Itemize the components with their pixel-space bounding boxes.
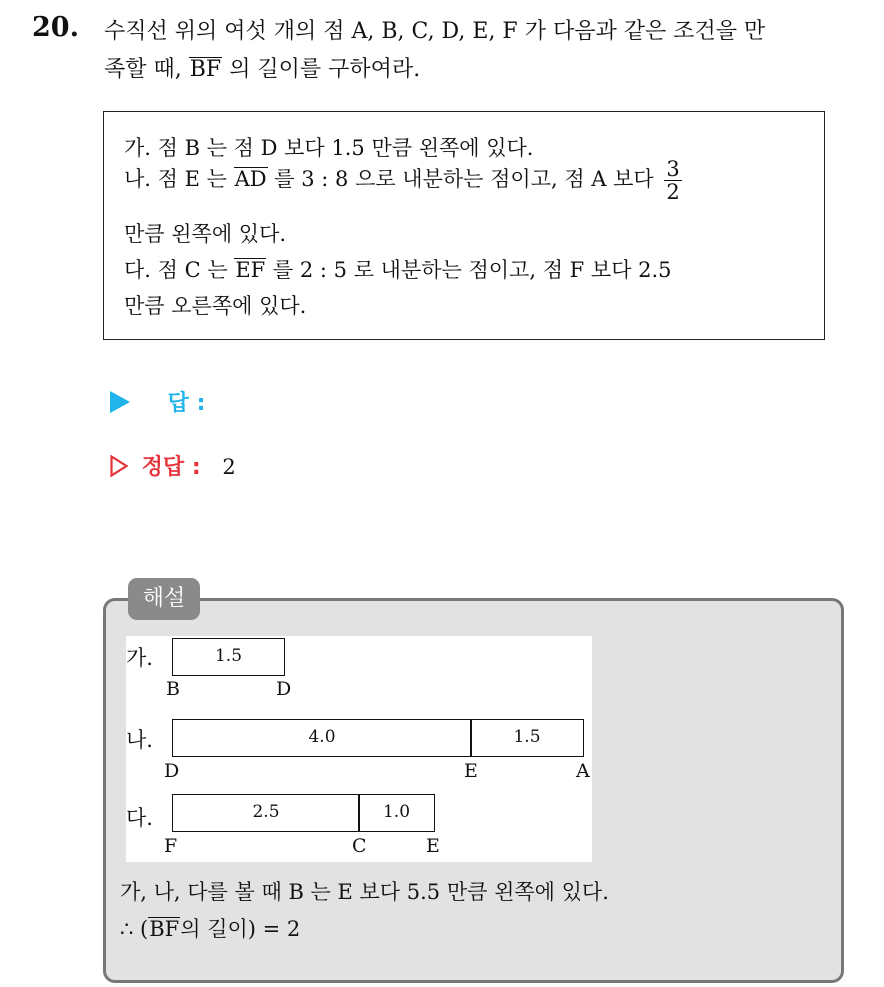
condition-da bbox=[124, 254, 672, 284]
condition-na-line-2: 만큼 왼쪽에 있다. bbox=[124, 222, 287, 246]
row-da-segment-fc: 2.5 bbox=[172, 794, 360, 832]
condition-ga: 가. 점 B 는 점 D 보다 1.5 만큼 왼쪽에 있다. bbox=[124, 136, 534, 160]
condition-na bbox=[124, 158, 682, 203]
answer-row bbox=[110, 386, 205, 417]
fraction-numerator: 3 bbox=[666, 157, 680, 181]
fraction-three-halves bbox=[664, 158, 681, 203]
explanation-final-pre: ∴ ( bbox=[120, 917, 149, 941]
row-na-point-e: E bbox=[464, 760, 478, 782]
fraction-denominator: 2 bbox=[666, 180, 680, 205]
condition-na-post: 를 3 : 8 으로 내분하는 점이고, 점 A 보다 bbox=[274, 167, 654, 192]
question-line-2-pre: 족할 때, bbox=[104, 57, 182, 82]
correct-answer-row bbox=[110, 450, 236, 481]
row-na-segment-ea: 1.5 bbox=[470, 719, 584, 757]
explanation-conclusion: 가, 나, 다를 볼 때 B 는 E 보다 5.5 만큼 왼쪽에 있다. bbox=[120, 880, 609, 904]
correct-answer-label: 정답 : bbox=[141, 455, 201, 480]
conditions-box bbox=[103, 111, 825, 340]
segment-bf: BF bbox=[189, 57, 222, 82]
row-da-segment-ce: 1.0 bbox=[358, 794, 435, 832]
row-ga-point-b: B bbox=[166, 678, 180, 700]
row-ga-label: 가. bbox=[126, 646, 153, 670]
segment-ef: EF bbox=[235, 258, 266, 282]
row-na-segment-de: 4.0 bbox=[172, 719, 472, 757]
row-na-point-d: D bbox=[164, 760, 180, 782]
answer-label: 답 : bbox=[167, 391, 206, 416]
row-ga-point-d: D bbox=[276, 678, 292, 700]
row-na-label: 나. bbox=[126, 728, 153, 752]
segment-bf-final: BF bbox=[149, 917, 180, 941]
question-number: 20. bbox=[32, 12, 79, 43]
correct-answer-value: 2 bbox=[222, 455, 236, 479]
row-da-point-f: F bbox=[164, 835, 178, 857]
explanation-final-post: 의 길이) = 2 bbox=[180, 917, 301, 941]
outline-triangle-icon bbox=[110, 455, 128, 477]
explanation-tag: 해설 bbox=[128, 578, 200, 620]
question-line-1: 수직선 위의 여섯 개의 점 A, B, C, D, E, F 가 다음과 같은 조건을 만 bbox=[104, 19, 766, 44]
question-line-2 bbox=[104, 52, 420, 83]
question-line-2-post: 의 길이를 구하여라. bbox=[229, 57, 421, 82]
play-triangle-icon bbox=[110, 391, 130, 413]
condition-da-post: 를 2 : 5 로 내분하는 점이고, 점 F 보다 2.5 bbox=[272, 258, 672, 282]
segment-ad: AD bbox=[234, 167, 267, 192]
row-da-point-c: C bbox=[352, 835, 367, 857]
row-na-point-a: A bbox=[576, 760, 590, 782]
number-line-figure bbox=[126, 636, 592, 862]
condition-da-line-2: 만큼 오른쪽에 있다. bbox=[124, 294, 307, 318]
explanation-final bbox=[120, 913, 300, 943]
condition-na-pre: 나. 점 E 는 bbox=[124, 167, 227, 192]
row-da-point-e: E bbox=[426, 835, 440, 857]
row-ga-segment-bd: 1.5 bbox=[172, 638, 285, 676]
row-da-label: 다. bbox=[126, 806, 153, 830]
condition-da-pre: 다. 점 C 는 bbox=[124, 258, 228, 282]
